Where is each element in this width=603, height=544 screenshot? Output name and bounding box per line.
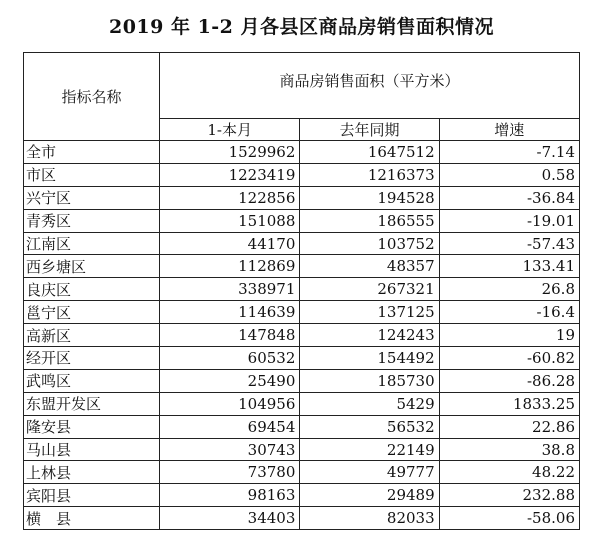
growth-value: -16.4 [439, 301, 579, 324]
indicator-header: 指标名称 [24, 53, 160, 141]
table-row [24, 278, 580, 301]
last-year-value: 56532 [300, 415, 439, 438]
sales-area-group-header: 商品房销售面积（平方米） [160, 53, 580, 119]
last-year-value: 82033 [300, 507, 439, 530]
region-name: 东盟开发区 [24, 392, 160, 415]
region-name: 武鸣区 [24, 369, 160, 392]
table-row [24, 484, 580, 507]
last-year-value: 137125 [300, 301, 439, 324]
current-value: 112869 [160, 255, 300, 278]
current-value: 1223419 [160, 163, 300, 186]
growth-value: 38.8 [439, 438, 579, 461]
growth-value: 232.88 [439, 484, 579, 507]
last-year-value: 22149 [300, 438, 439, 461]
table-row [24, 255, 580, 278]
table-row [24, 369, 580, 392]
region-name: 江南区 [24, 232, 160, 255]
last-year-value: 29489 [300, 484, 439, 507]
last-year-value: 124243 [300, 324, 439, 347]
table-row [24, 392, 580, 415]
last-year-value: 1216373 [300, 163, 439, 186]
current-value: 98163 [160, 484, 300, 507]
growth-value: 1833.25 [439, 392, 579, 415]
table-row [24, 141, 580, 164]
growth-value: 133.41 [439, 255, 579, 278]
table-row [24, 507, 580, 530]
table-row [24, 324, 580, 347]
region-name: 马山县 [24, 438, 160, 461]
growth-value: -57.43 [439, 232, 579, 255]
current-value: 73780 [160, 461, 300, 484]
current-value: 338971 [160, 278, 300, 301]
last-year-value: 48357 [300, 255, 439, 278]
table-row [24, 347, 580, 370]
growth-value: -36.84 [439, 186, 579, 209]
table-row [24, 415, 580, 438]
region-name: 经开区 [24, 347, 160, 370]
last-year-value: 194528 [300, 186, 439, 209]
current-value: 151088 [160, 209, 300, 232]
table-row [24, 461, 580, 484]
table-row [24, 438, 580, 461]
region-name: 全市 [24, 141, 160, 164]
current-value: 69454 [160, 415, 300, 438]
col-header-last-year: 去年同期 [300, 119, 439, 141]
table-row [24, 232, 580, 255]
region-name: 宾阳县 [24, 484, 160, 507]
table-row [24, 209, 580, 232]
current-value: 44170 [160, 232, 300, 255]
region-name: 横 县 [24, 507, 160, 530]
last-year-value: 49777 [300, 461, 439, 484]
growth-value: -7.14 [439, 141, 579, 164]
growth-value: -60.82 [439, 347, 579, 370]
region-name: 高新区 [24, 324, 160, 347]
last-year-value: 5429 [300, 392, 439, 415]
last-year-value: 186555 [300, 209, 439, 232]
growth-value: 48.22 [439, 461, 579, 484]
page-title: 2019 年 1-2 月各县区商品房销售面积情况 [108, 16, 495, 38]
current-value: 30743 [160, 438, 300, 461]
current-value: 25490 [160, 369, 300, 392]
region-name: 隆安县 [24, 415, 160, 438]
last-year-value: 267321 [300, 278, 439, 301]
table-row [24, 186, 580, 209]
table-row [24, 163, 580, 186]
col-header-current: 1-本月 [160, 119, 300, 141]
region-name: 兴宁区 [24, 186, 160, 209]
region-name: 上林县 [24, 461, 160, 484]
sales-area-table [23, 52, 580, 530]
region-name: 良庆区 [24, 278, 160, 301]
last-year-value: 1647512 [300, 141, 439, 164]
growth-value: 26.8 [439, 278, 579, 301]
table-row [24, 301, 580, 324]
current-value: 60532 [160, 347, 300, 370]
current-value: 114639 [160, 301, 300, 324]
growth-value: 19 [439, 324, 579, 347]
last-year-value: 154492 [300, 347, 439, 370]
growth-value: -86.28 [439, 369, 579, 392]
current-value: 147848 [160, 324, 300, 347]
current-value: 122856 [160, 186, 300, 209]
growth-value: 0.58 [439, 163, 579, 186]
last-year-value: 185730 [300, 369, 439, 392]
last-year-value: 103752 [300, 232, 439, 255]
current-value: 1529962 [160, 141, 300, 164]
current-value: 104956 [160, 392, 300, 415]
region-name: 市区 [24, 163, 160, 186]
growth-value: -19.01 [439, 209, 579, 232]
growth-value: -58.06 [439, 507, 579, 530]
current-value: 34403 [160, 507, 300, 530]
region-name: 青秀区 [24, 209, 160, 232]
region-name: 邕宁区 [24, 301, 160, 324]
growth-value: 22.86 [439, 415, 579, 438]
region-name: 西乡塘区 [24, 255, 160, 278]
col-header-growth: 增速 [439, 119, 579, 141]
